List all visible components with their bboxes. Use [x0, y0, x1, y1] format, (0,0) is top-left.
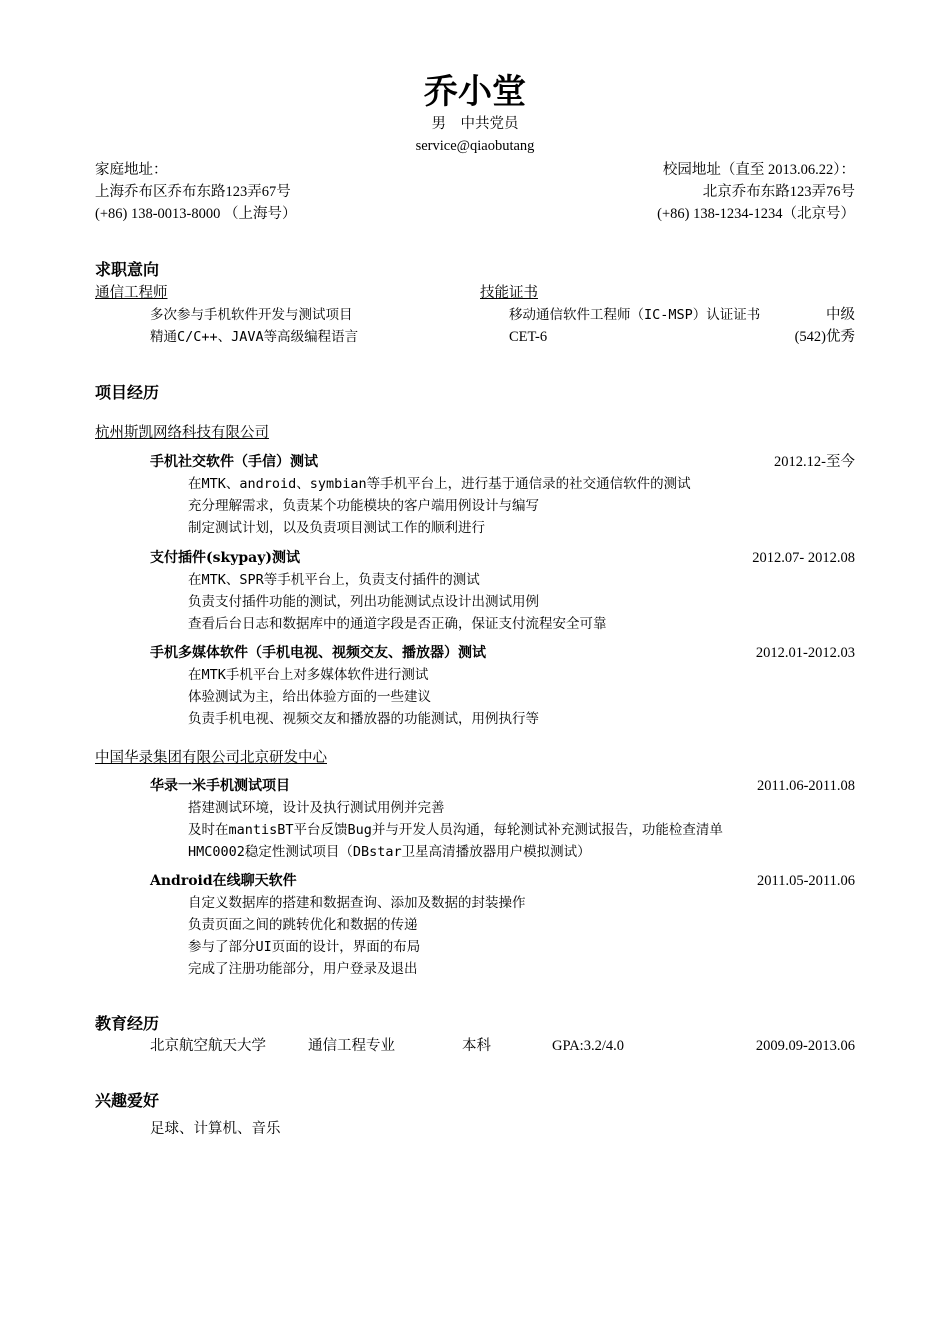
project-bullet: HMC0002稳定性测试项目（DBstar卫星高清播放器用户模拟测试）	[188, 844, 591, 860]
project-title: 华录一米手机测试项目	[150, 778, 290, 794]
company-name: 中国华录集团有限公司北京研发中心	[95, 750, 327, 766]
section-heading-hobbies: 兴趣爱好	[95, 1091, 160, 1110]
project-date: 2012.01-2012.03	[755, 645, 855, 661]
edu-date: 2009.09-2013.06	[755, 1038, 855, 1054]
project-bullet: 自定义数据库的搭建和数据查询、添加及数据的封装操作	[188, 895, 526, 911]
section-heading-intent: 求职意向	[95, 260, 160, 279]
campus-address: 北京乔布东路123弄76号	[702, 184, 855, 200]
project-bullet: 制定测试计划，以及负责项目测试工作的顺利进行	[188, 520, 485, 536]
campus-phone: (+86) 138-1234-1234（北京号）	[657, 206, 855, 222]
hobbies-text: 足球、计算机、音乐	[150, 1121, 281, 1137]
home-address: 上海乔布区乔布东路123弄67号	[95, 184, 291, 200]
project-bullet: 在MTK、SPR等手机平台上，负责支付插件的测试	[188, 572, 480, 588]
email[interactable]: service@qiaobutang	[415, 138, 535, 154]
project-bullet: 查看后台日志和数据库中的通道字段是否正确，保证支付流程安全可靠	[188, 616, 607, 632]
edu-school: 北京航空航天大学	[150, 1038, 266, 1054]
section-heading-projects: 项目经历	[95, 383, 160, 402]
project-bullet: 在MTK手机平台上对多媒体软件进行测试	[188, 667, 429, 683]
cert-name: 移动通信软件工程师（IC-MSP）认证证书	[509, 307, 761, 323]
edu-gpa: GPA:3.2/4.0	[552, 1038, 624, 1054]
home-address-label: 家庭地址：	[95, 162, 168, 178]
section-heading-education: 教育经历	[95, 1014, 160, 1033]
campus-address-label: 校园地址（直至 2013.06.22）：	[662, 162, 855, 178]
job-title: 通信工程师	[95, 285, 168, 301]
project-bullet: 及时在mantisBT平台反馈Bug并与开发人员沟通，每轮测试补充测试报告，功能检查清单	[188, 822, 723, 838]
project-bullet: 在MTK、android、symbian等手机平台上，进行基于通信录的社交通信软件的测试	[188, 476, 691, 492]
home-phone: (+86) 138-0013-8000 （上海号）	[95, 206, 297, 222]
project-date: 2012.12-至今	[774, 454, 855, 470]
cert-level: (542)优秀	[794, 329, 855, 345]
job-item: 多次参与手机软件开发与测试项目	[150, 307, 353, 323]
gender-party: 男 中共党员	[431, 116, 519, 132]
project-bullet: 参与了部分UI页面的设计，界面的布局	[188, 939, 421, 955]
project-bullet: 体验测试为主，给出体验方面的一些建议	[188, 689, 431, 705]
project-date: 2011.06-2011.08	[756, 778, 855, 794]
project-bullet: 完成了注册功能部分，用户登录及退出	[188, 961, 418, 977]
project-bullet: 负责手机电视、视频交友和播放器的功能测试，用例执行等	[188, 711, 539, 727]
project-bullet: 负责支付插件功能的测试，列出功能测试点设计出测试用例	[188, 594, 539, 610]
job-item: 精通C/C++、JAVA等高级编程语言	[150, 329, 359, 345]
cert-title: 技能证书	[480, 285, 538, 301]
project-title: 手机社交软件（手信）测试	[150, 454, 318, 470]
project-bullet: 负责页面之间的跳转优化和数据的传递	[188, 917, 418, 933]
edu-degree: 本科	[462, 1038, 491, 1054]
project-title: Android在线聊天软件	[150, 873, 297, 889]
resume-name: 乔小堂	[424, 74, 526, 111]
project-date: 2012.07- 2012.08	[752, 550, 855, 566]
project-title: 支付插件(skypay)测试	[150, 550, 300, 566]
project-bullet: 充分理解需求，负责某个功能模块的客户端用例设计与编写	[188, 498, 539, 514]
project-bullet: 搭建测试环境，设计及执行测试用例并完善	[188, 800, 445, 816]
cert-name: CET-6	[509, 329, 548, 345]
cert-level: 中级	[826, 307, 855, 323]
project-date: 2011.05-2011.06	[756, 873, 855, 889]
project-title: 手机多媒体软件（手机电视、视频交友、播放器）测试	[150, 645, 486, 661]
edu-major: 通信工程专业	[308, 1038, 395, 1054]
company-name: 杭州斯凯网络科技有限公司	[95, 425, 269, 441]
